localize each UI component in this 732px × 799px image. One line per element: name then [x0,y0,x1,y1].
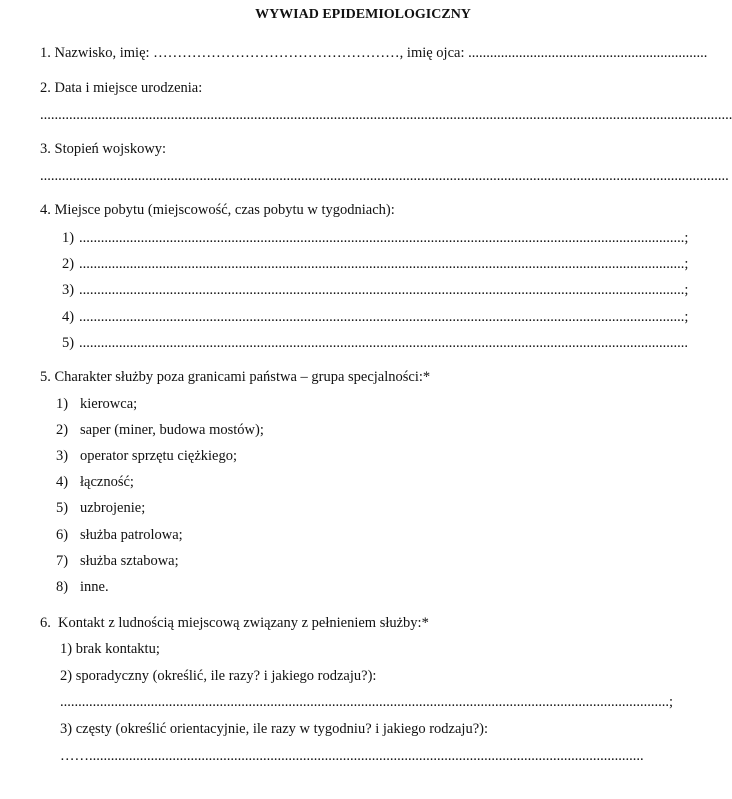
q4-row-number: 1) [62,230,75,246]
question-2-fill-line: ............................................................................................................................................................................................... [40,107,732,123]
q6-occasional-fill-line: ........................................................................................................................................................................; [60,694,674,710]
q6-option-occasional: 2) sporadyczny (określić, ile razy? i jakiego rodzaju?): [60,668,377,684]
q4-row-number: 2) [62,256,75,272]
q4-row-fill-line: .......................................................................................................................................................................; [79,309,689,325]
q5-item-text: saper (miner, budowa mostów); [80,422,264,438]
q5-item-text: kierowca; [80,396,138,412]
q4-row-number: 5) [62,335,75,351]
q6-option-none: 1) brak kontaktu; [60,641,160,657]
q5-item-text: inne. [80,579,109,595]
q5-item-text: łączność; [80,474,134,490]
page-title: WYWIAD EPIDEMIOLOGICZNY [255,7,471,22]
question-6-number: 6. [40,615,51,631]
q5-item-number: 8) [56,579,69,595]
q4-row-fill-line: .......................................................................................................................................................................; [79,282,689,298]
q5-item-number: 4) [56,474,69,490]
question-2-label: 2. Data i miejsce urodzenia: [40,80,203,96]
q5-item-number: 3) [56,448,69,464]
question-3-label: 3. Stopień wojskowy: [40,141,167,157]
q5-item-number: 6) [56,527,69,543]
question-1-name: 1. Nazwisko, imię: ……………………………………………, imię ojca: .................................................................. [40,45,708,61]
q4-row-fill-line: .......................................................................................................................................................................; [79,256,689,272]
q6-option-frequent: 3) częsty (określić orientacyjnie, ile razy w tygodniu? i jakiego rodzaju?): [60,721,488,737]
question-5-label: 5. Charakter służby poza granicami państwa – grupa specjalności:* [40,369,431,385]
q5-item-text: operator sprzętu ciężkiego; [80,448,238,464]
q4-row-fill-line: .......................................................................................................................................................................; [79,230,689,246]
question-4-label: 4. Miejsce pobytu (miejscowość, czas pobytu w tygodniach): [40,202,395,218]
question-6-label: Kontakt z ludnością miejscową związany z pełnieniem służby:* [58,615,429,631]
q4-row-number: 4) [62,309,75,325]
q5-item-number: 1) [56,396,69,412]
q5-item-number: 5) [56,500,69,516]
q5-item-number: 7) [56,553,69,569]
q5-item-text: służba patrolowa; [80,527,183,543]
q5-item-number: 2) [56,422,69,438]
q6-frequent-fill-line: ……......................................................................................................................................................... [60,748,644,764]
q4-row-fill-line: ........................................................................................................................................................................ [79,335,688,351]
q4-row-number: 3) [62,282,75,298]
question-3-fill-line: .............................................................................................................................................................................................. [40,168,729,184]
q5-item-text: służba sztabowa; [80,553,179,569]
q5-item-text: uzbrojenie; [80,500,146,516]
